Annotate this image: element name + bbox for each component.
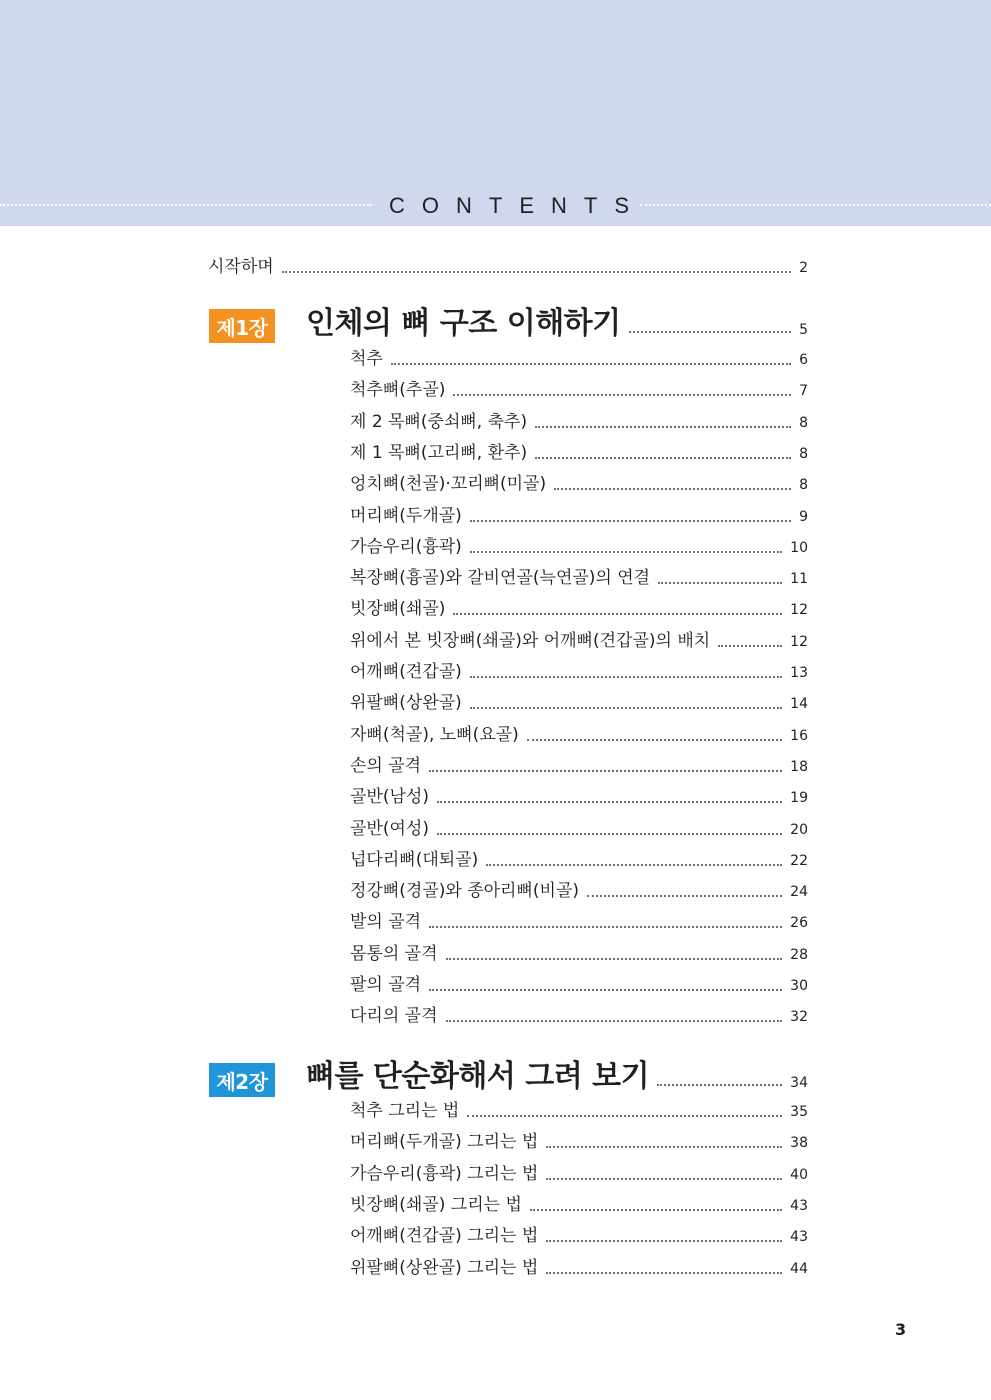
toc-entry-label: 골반(여성) [350,818,429,839]
chapter-1-badge: 제1장 [209,309,275,343]
toc-entry[interactable] [350,348,808,370]
toc-entry-page: 9 [799,508,808,525]
toc-intro-entry[interactable] [208,256,808,278]
dot-leader [587,894,782,897]
toc-entry-page: 22 [790,852,808,869]
toc-entry[interactable] [350,505,808,527]
contents-title: CONTENTS [389,193,646,218]
toc-entry-label: 자뼈(척골), 노뼈(요골) [350,724,519,745]
chapter-title: 뼈를 단순화해서 그려 보기 [306,1059,650,1094]
toc-entry[interactable] [350,755,808,777]
toc-entry[interactable] [350,442,808,464]
toc-entry-label: 몸통의 골격 [350,943,438,964]
dot-leader [470,519,791,522]
header-dotted-rule-right [640,204,991,206]
toc-entry-page: 6 [799,352,808,368]
dot-leader [718,644,782,647]
toc-entry-label: 어깨뼈(견갑골) 그리는 법 [350,1226,539,1247]
header-dotted-rule-left [0,204,372,206]
dot-leader [554,487,791,490]
toc-entry[interactable] [350,818,808,840]
chapter-page: 34 [790,1075,808,1091]
dot-leader [467,1114,782,1117]
toc-entry-page: 14 [790,696,808,713]
dot-leader [391,362,791,365]
toc-entry[interactable] [350,630,808,652]
dot-leader [446,1019,783,1022]
toc-entry-page: 30 [790,978,808,994]
toc-entry-label: 제 1 목뼈(고리뼈, 환추) [350,442,528,463]
toc-entry-page: 12 [790,633,808,650]
toc-entry[interactable] [350,598,808,620]
toc-entry[interactable] [350,974,808,996]
toc-entry[interactable] [350,849,808,871]
toc-entry[interactable] [350,1163,808,1185]
dot-leader [546,1271,782,1274]
toc-entry-label: 다리의 골격 [350,1006,438,1027]
toc-entry[interactable] [350,379,808,401]
toc-entry-page: 20 [790,821,808,838]
toc-entry[interactable] [350,1131,808,1153]
toc-entry-label: 척추 [350,349,383,369]
toc-entry-label: 시작하며 [208,257,274,277]
chapter-2-badge: 제2장 [209,1063,275,1097]
toc-entry-label: 엉치뼈(천골)·꼬리뼈(미골) [350,474,547,495]
dot-leader [429,925,782,928]
toc-entry-page: 8 [799,445,808,462]
toc-entry[interactable] [350,786,808,808]
toc-entry-page: 26 [790,915,808,932]
toc-entry-page: 43 [790,1197,808,1214]
toc-entry[interactable] [350,1257,808,1279]
dot-leader [282,270,791,273]
toc-entry-page: 35 [790,1104,808,1120]
toc-entry-page: 10 [790,539,808,556]
chapter-1-heading[interactable] [306,306,808,342]
dot-leader [629,330,791,333]
toc-entry-page: 7 [799,383,808,400]
chapter-2-heading[interactable] [306,1059,808,1095]
toc-entry-page: 43 [790,1229,808,1246]
toc-entry-page: 32 [790,1009,808,1026]
toc-entry-label: 가슴우리(흉곽) 그리는 법 [350,1163,539,1184]
toc-entry-page: 19 [790,790,808,807]
page-number: 3 [895,1320,907,1339]
toc-entry[interactable] [350,1100,808,1122]
toc-entry-label: 위팔뼈(상완골) [350,693,462,714]
toc-entry[interactable] [350,724,808,746]
toc-entry-label: 제 2 목뼈(중쇠뼈, 축추) [350,411,528,432]
toc-entry-label: 발의 골격 [350,912,422,933]
dot-leader [486,863,782,866]
toc-entry-page: 24 [790,884,808,901]
toc-entry-page: 8 [799,414,808,431]
toc-entry-page: 11 [790,571,808,588]
dot-leader [546,1145,782,1148]
dot-leader [437,832,782,835]
toc-entry[interactable] [350,692,808,714]
toc-entry[interactable] [350,1225,808,1247]
toc-entry-label: 빗장뼈(쇄골) 그리는 법 [350,1194,522,1215]
dot-leader [470,706,782,709]
toc-entry-label: 팔의 골격 [350,975,422,995]
toc-entry-page: 8 [799,477,808,494]
toc-entry[interactable] [350,536,808,558]
toc-entry-label: 빗장뼈(쇄골) [350,599,446,620]
dot-leader [530,1208,782,1211]
chapter-page: 5 [799,322,808,338]
toc-entry-label: 어깨뼈(견갑골) [350,662,462,682]
toc-entry[interactable] [350,661,808,683]
dot-leader [535,456,791,459]
toc-entry-label: 넙다리뼈(대퇴골) [350,849,479,870]
dot-leader [453,393,791,396]
toc-entry-label: 머리뼈(두개골) [350,505,462,526]
dot-leader [429,769,782,772]
toc-entry[interactable] [350,411,808,433]
toc-entry-page: 28 [790,946,808,963]
toc-entry-label: 위에서 본 빗장뼈(쇄골)와 어깨뼈(견갑골)의 배치 [350,630,711,651]
toc-entry-page: 44 [790,1260,808,1277]
toc-entry[interactable] [350,880,808,902]
toc-entry[interactable] [350,1005,808,1027]
toc-entry-label: 골반(남성) [350,787,429,808]
dot-leader [437,800,782,803]
toc-entry-page: 18 [790,758,808,775]
dot-leader [527,738,782,741]
toc-entry-page: 16 [790,727,808,744]
dot-leader [470,675,782,678]
toc-entry[interactable] [350,473,808,495]
toc-entry-label: 척추뼈(추골) [350,380,446,401]
dot-leader [535,425,791,428]
dot-leader [453,612,782,615]
toc-entry-page: 13 [790,665,808,681]
toc-entry-label: 가슴우리(흉곽) [350,536,462,557]
dot-leader [470,550,782,553]
toc-entry-label: 머리뼈(두개골) 그리는 법 [350,1132,539,1153]
toc-entry[interactable] [350,1194,808,1216]
dot-leader [658,581,782,584]
toc-entry[interactable] [350,567,808,589]
toc-entry[interactable] [350,911,808,933]
toc-entry-page: 12 [790,602,808,619]
dot-leader [546,1239,782,1242]
toc-entry-label: 정강뼈(경골)와 종아리뼈(비골) [350,881,579,902]
toc-entry[interactable] [350,943,808,965]
toc-entry-label: 복장뼈(흉골)와 갈비연골(늑연골)의 연결 [350,568,651,589]
toc-entry-page: 40 [790,1166,808,1183]
toc-entry-label: 손의 골격 [350,755,422,776]
toc-entry-page: 2 [799,260,808,276]
toc-entry-label: 위팔뼈(상완골) 그리는 법 [350,1257,539,1278]
dot-leader [429,988,782,991]
toc-entry-label: 척추 그리는 법 [350,1101,460,1121]
dot-leader [446,957,783,960]
chapter-title: 인체의 뼈 구조 이해하기 [306,306,621,341]
dot-leader [546,1177,782,1180]
toc-entry-page: 38 [790,1135,808,1152]
dot-leader [657,1083,782,1086]
